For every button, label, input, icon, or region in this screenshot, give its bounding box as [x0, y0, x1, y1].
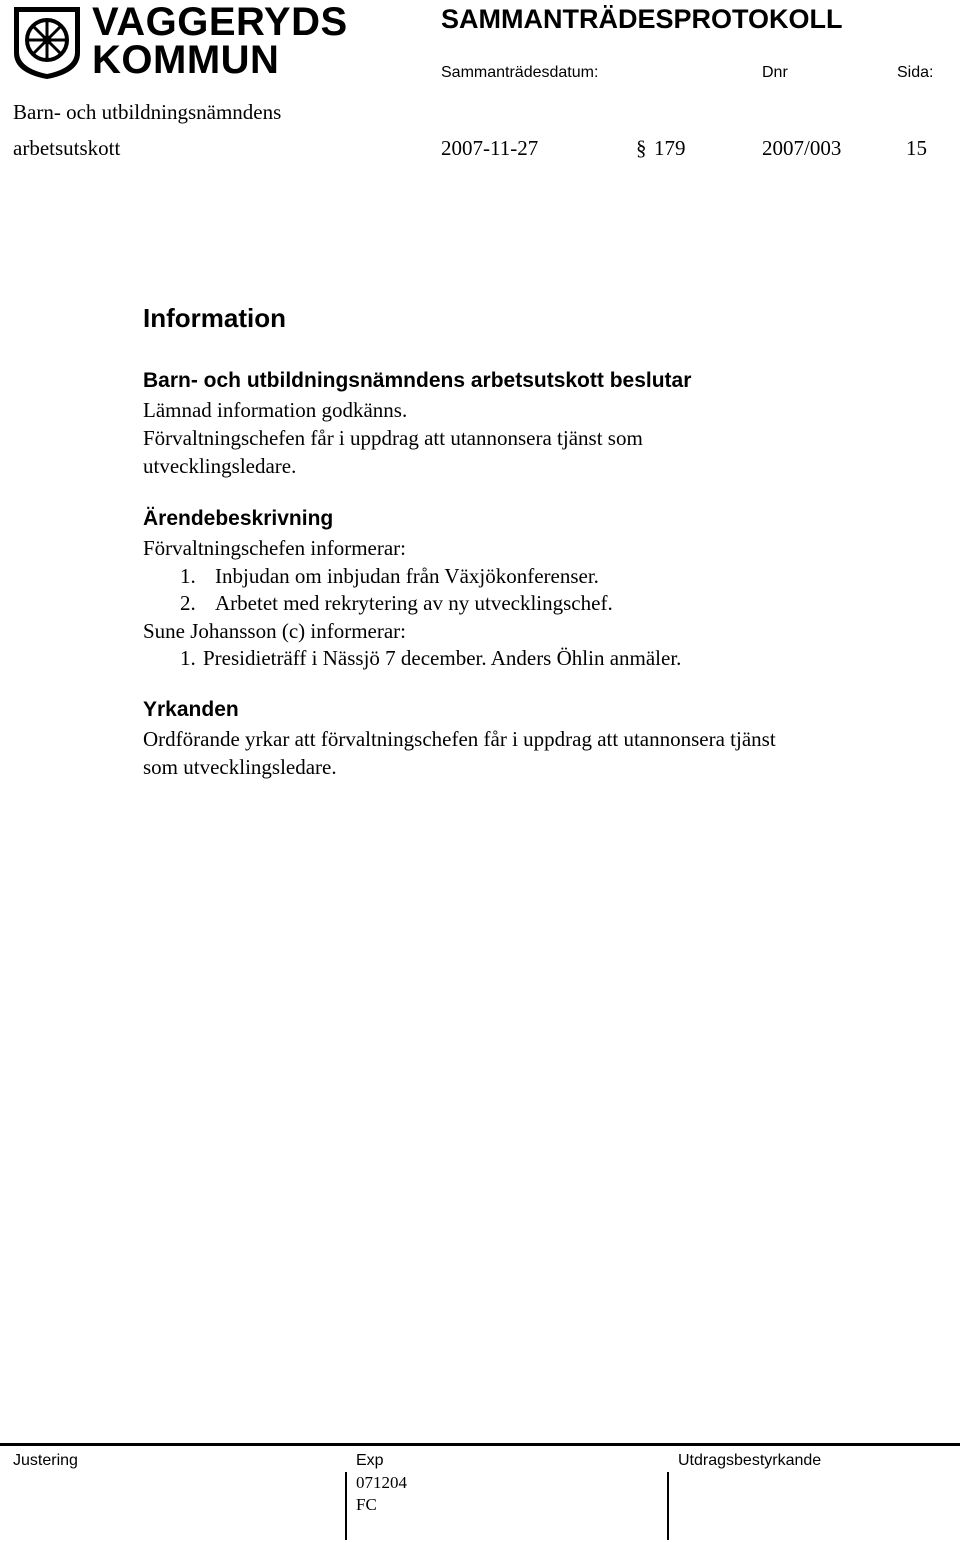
footer-exp-label: Exp: [356, 1452, 384, 1469]
description-intro: Sune Johansson (c) informerar:: [143, 619, 407, 643]
motions-heading: Yrkanden: [143, 698, 239, 721]
list-item-number: 1.: [180, 564, 196, 588]
description-intro: Förvaltningschefen informerar:: [143, 536, 406, 560]
paragraph-symbol: §: [636, 136, 647, 160]
footer-column-divider: [345, 1472, 347, 1540]
paragraph-number: 179: [654, 136, 686, 160]
meeting-date: 2007-11-27: [441, 136, 539, 160]
decision-line: utvecklingsledare.: [143, 454, 297, 478]
dnr-value: 2007/003: [762, 136, 842, 160]
description-heading: Ärendebeskrivning: [143, 507, 334, 530]
list-item: Inbjudan om inbjudan från Växjökonferenser.: [215, 564, 599, 588]
logo-text-line2: KOMMUN: [92, 38, 280, 82]
meeting-date-label: Sammanträdesdatum:: [441, 64, 599, 81]
page-number: 15: [906, 136, 927, 160]
dnr-label: Dnr: [762, 64, 788, 81]
section-heading: Information: [143, 303, 286, 333]
footer-column-divider: [667, 1472, 669, 1540]
footer-exp-initials: FC: [356, 1495, 377, 1514]
list-item: Presidieträff i Nässjö 7 december. Anders Öhlin anmäler.: [203, 646, 682, 670]
list-item-number: 1.: [180, 646, 196, 670]
decision-heading: Barn- och utbildningsnämndens arbetsutskott beslutar: [143, 369, 692, 392]
committee-subname: arbetsutskott: [13, 136, 121, 160]
logo-text-line1: VAGGERYDS: [92, 0, 348, 44]
motions-line: Ordförande yrkar att förvaltningschefen får i uppdrag att utannonsera tjänst: [143, 727, 776, 751]
footer-justering-label: Justering: [13, 1452, 78, 1469]
footer-rule: [0, 1443, 960, 1446]
list-item: Arbetet med rekrytering av ny utvecklingschef.: [215, 591, 613, 615]
list-item-number: 2.: [180, 591, 196, 615]
page-label: Sida:: [897, 64, 934, 81]
committee-name: Barn- och utbildningsnämndens: [13, 100, 282, 124]
municipality-crest-wheel-icon: [10, 3, 88, 81]
decision-line: Lämnad information godkänns.: [143, 398, 408, 422]
footer-exp-date: 071204: [356, 1473, 407, 1492]
decision-line: Förvaltningschefen får i uppdrag att utannonsera tjänst som: [143, 426, 643, 450]
footer-utdragsbestyrkande-label: Utdragsbestyrkande: [678, 1452, 822, 1469]
motions-line: som utvecklingsledare.: [143, 755, 337, 779]
municipality-logo: [10, 0, 348, 82]
document-title: SAMMANTRÄDESPROTOKOLL: [441, 4, 843, 34]
